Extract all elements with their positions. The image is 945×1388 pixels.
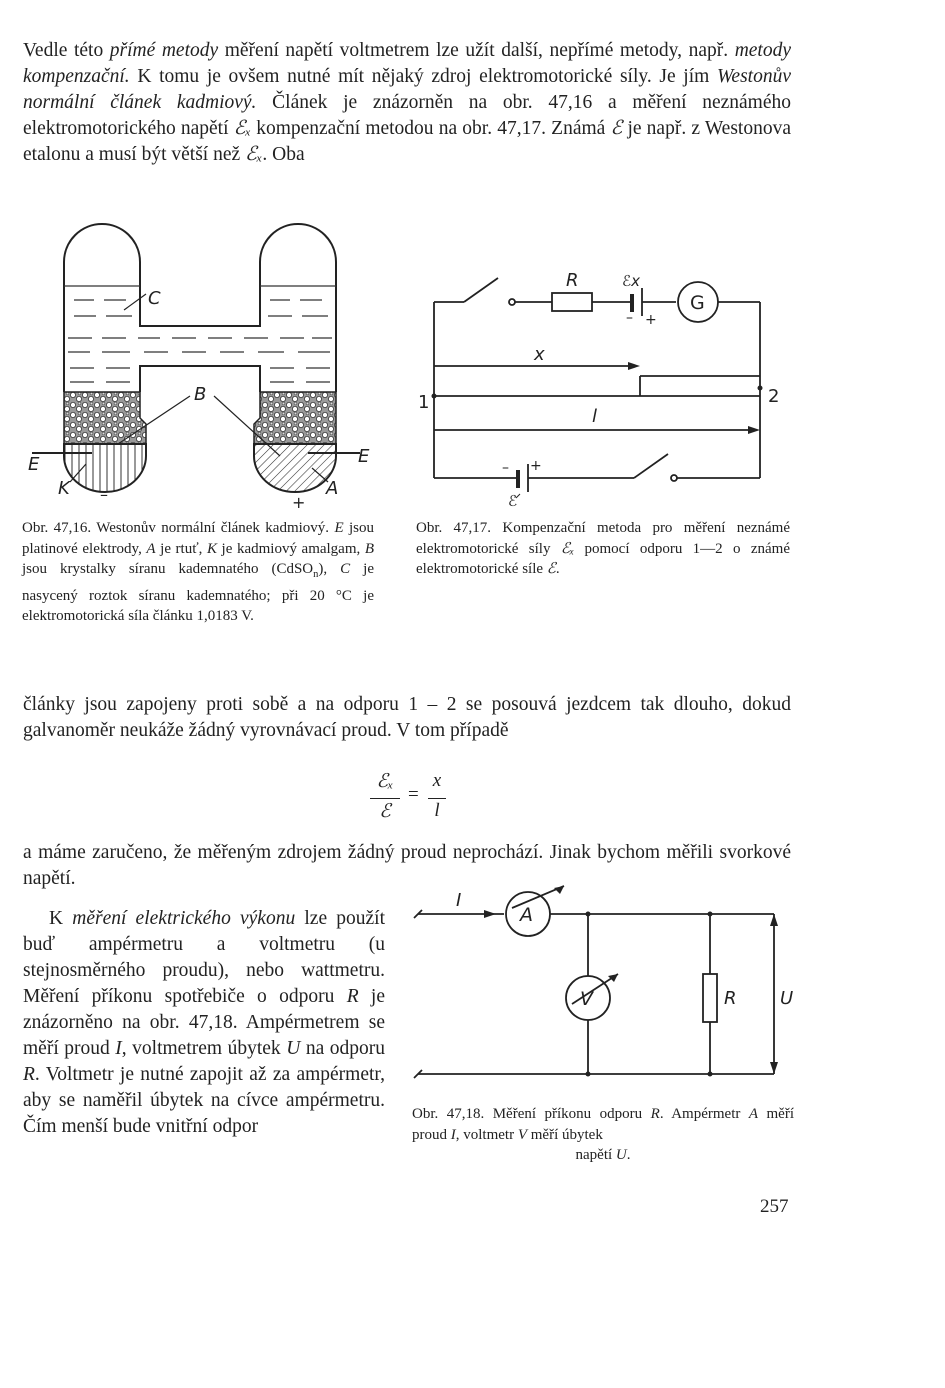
comp-label-r: R [566, 270, 579, 291]
weston-plus-sign: + [292, 493, 306, 512]
weston-crystals-right [254, 392, 336, 444]
figure-power-circuit [404, 880, 800, 1090]
weston-vessel-outline [64, 224, 336, 392]
comp-switch-top [464, 278, 498, 302]
eq-equals: = [408, 784, 419, 805]
paragraph-power-measurement: K měření elektrického výkonu lze použít buď ampérmetru a voltmetru (u stejnosměrného proudu), nebo wattmetru. Měření příkonu spotřebiče o odporu R je znázorněno na obr. 47,18. Ampérmetrem se měří proud I, voltmetrem úbytek U na odporu R. Voltmetr je nutné zapojit až za ampérmetr, aby se naměřil úbytek na cívce ampérmetru. Čím menší bude vnitřní odpor [23, 908, 386, 1137]
comp-label-g: G [690, 292, 705, 314]
page-number: 257 [760, 1196, 789, 1217]
comp-label-minus-bot: – [502, 460, 509, 476]
caption-fig-47-16: Obr. 47,16. Westonův normální článek kadmiový. E jsou platinové elektrody, A je rtuť, K je kadmiový amalgam, B jsou krystalky síranu kademnatého (CdSO$_n$), C je nasycený roztok síranu kademnatého; při 20 °C je elektromotorická síla článku 1,0183 V. [22, 520, 375, 624]
equation-ratio [370, 770, 480, 826]
comp-label-ex: ℰx [622, 272, 640, 290]
weston-mercury-right [254, 444, 336, 492]
figure-compensation-circuit [412, 262, 784, 508]
eq-numerator-left: ℰₓ [376, 771, 394, 792]
power-arrow-i [484, 910, 496, 918]
weston-label-e-right: E [358, 446, 370, 467]
power-label-v: V [580, 988, 593, 1010]
weston-label-c: C [148, 288, 161, 309]
comp-label-1: 1 [418, 392, 430, 413]
eq-denominator-right: l [434, 800, 440, 821]
comp-label-plus-bot: + [530, 458, 542, 474]
weston-label-a: A [326, 478, 339, 499]
power-resistor-r [703, 974, 717, 1022]
power-label-r: R [724, 988, 737, 1009]
figure-weston-cell [22, 212, 382, 514]
eq-numerator-right: x [432, 770, 442, 791]
weston-label-k: K [58, 478, 70, 499]
weston-crystals-left [64, 392, 146, 444]
eq-denominator-left: ℰ [379, 801, 391, 822]
power-label-a: A [520, 904, 533, 926]
comp-label-plus-top: + [645, 312, 657, 328]
weston-minus-sign: – [100, 485, 108, 504]
power-label-i: I [456, 890, 462, 911]
comp-label-e: ℰ [508, 492, 518, 508]
comp-label-x: x [534, 344, 545, 365]
comp-label-2: 2 [768, 386, 780, 407]
power-label-u: U [780, 988, 794, 1009]
caption-fig-47-18-last: napětí U. [575, 1147, 631, 1163]
weston-label-e-left: E [28, 454, 40, 475]
comp-battery-e [516, 470, 520, 488]
weston-electrolyte-dashes [64, 286, 336, 382]
weston-label-b: B [194, 384, 207, 405]
comp-resistor-r [552, 293, 592, 311]
caption-fig-47-18 [412, 1104, 794, 1166]
paragraph-compensation: články jsou zapojeny proti sobě a na odporu 1 – 2 se posouvá jezdcem tak dlouho, dokud galvanoměr neukáže žádný vyrovnávací proud. V tom případě [23, 694, 791, 741]
comp-label-l: l [592, 406, 598, 427]
comp-label-minus-top: – [626, 310, 633, 326]
comp-switch-bottom [634, 454, 668, 478]
caption-fig-47-17: Obr. 47,17. Kompenzační metoda pro měření neznámé elektromotorické síly ℰₓ pomocí odporu 1—2 o známé elektromotorické síle ℰ. [416, 520, 790, 577]
paragraph-intro: Vedle této přímé metody měření napětí voltmetrem lze užít další, nepřímé metody, např. metody kompenzační. K tomu je ovšem nutné mít nějaký zdroj elektromotorické síly. Je jím Westonův normální článek kadmiový. Článek je znázorněn na obr. 47,16 a měření neznámého elektromotorického napětí ℰₓ kompenzační metodou na obr. 47,17. Známá ℰ je např. z Westonova etalonu a musí být větší než ℰₓ. Oba [23, 40, 792, 165]
caption-fig-47-18-main: Obr. 47,18. Měření příkonu odporu R. Ampérmetr A měří proud I, voltmetr V měří úbytek [412, 1106, 794, 1143]
paragraph-guarantee: a máme zaručeno, že měřeným zdrojem žádný proud neprochází. Jinak bychom měřili svorkové napětí. [23, 842, 791, 889]
